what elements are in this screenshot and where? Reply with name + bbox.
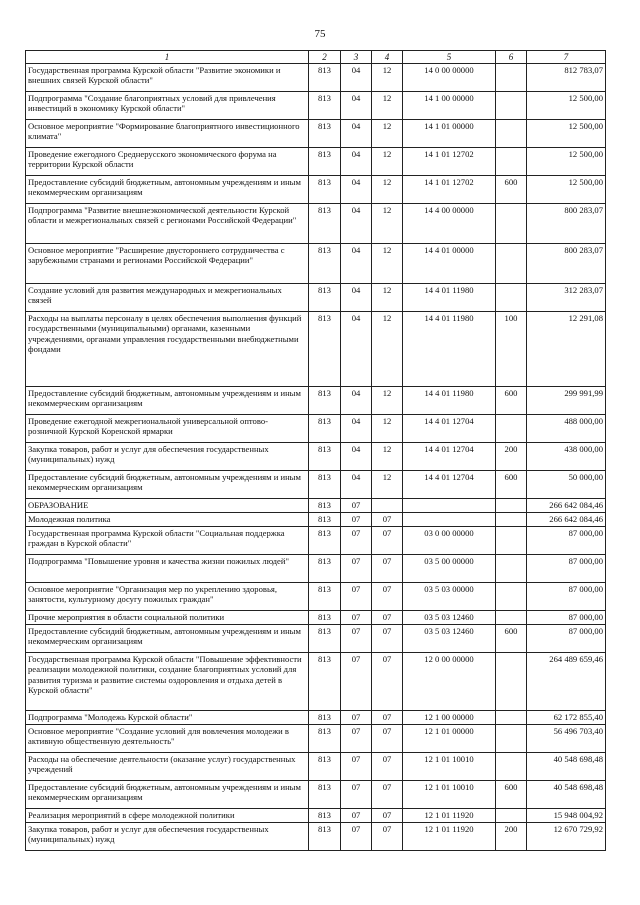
row-code-pr-cell: 07 xyxy=(372,725,403,753)
row-code-gr-cell: 813 xyxy=(309,823,341,851)
row-code-pr-cell: 07 xyxy=(372,513,403,527)
row-code-gr-cell: 813 xyxy=(309,555,341,583)
row-code-csr-cell: 12 1 01 11920 xyxy=(403,809,496,823)
table-row xyxy=(26,823,606,851)
row-code-vr-cell xyxy=(496,120,527,148)
table-row xyxy=(26,809,606,823)
row-code-gr-cell: 813 xyxy=(309,312,341,387)
table-row xyxy=(26,244,606,284)
row-amount-cell: 12 670 729,92 xyxy=(527,823,606,851)
row-code-vr-cell: 600 xyxy=(496,625,527,653)
row-code-vr-cell xyxy=(496,555,527,583)
row-code-vr-cell xyxy=(496,753,527,781)
row-code-vr-cell xyxy=(496,809,527,823)
row-code-vr-cell xyxy=(496,244,527,284)
table-row xyxy=(26,583,606,611)
header-row xyxy=(26,51,606,64)
row-code-csr-cell: 14 1 00 00000 xyxy=(403,92,496,120)
row-code-csr-cell: 14 4 01 11980 xyxy=(403,312,496,387)
header-cell: 4 xyxy=(372,51,403,64)
row-code-pr-cell: 12 xyxy=(372,443,403,471)
row-name-cell: Молодежная политика xyxy=(26,513,309,527)
row-name-cell: Предоставление субсидий бюджетным, автономным учреждениям и иным некоммерческим организациям xyxy=(26,781,309,809)
row-name-cell: Государственная программа Курской области "Развитие экономики и внешних связей Курской области" xyxy=(26,64,309,92)
table-row xyxy=(26,471,606,499)
row-code-rz-cell: 07 xyxy=(341,583,372,611)
row-code-rz-cell: 04 xyxy=(341,387,372,415)
row-amount-cell: 438 000,00 xyxy=(527,443,606,471)
row-code-gr-cell: 813 xyxy=(309,148,341,176)
row-code-pr-cell: 12 xyxy=(372,312,403,387)
table-body xyxy=(26,64,606,851)
row-name-cell: Подпрограмма "Развитие внешнеэкономической деятельности Курской области и межрегиональных связей с регионами Российской Федерации" xyxy=(26,204,309,244)
row-code-csr-cell: 14 1 01 12702 xyxy=(403,176,496,204)
page-number: 75 xyxy=(314,28,326,40)
row-amount-cell: 87 000,00 xyxy=(527,583,606,611)
row-code-vr-cell xyxy=(496,583,527,611)
table-row xyxy=(26,443,606,471)
row-code-rz-cell: 04 xyxy=(341,415,372,443)
table-row xyxy=(26,92,606,120)
table-row xyxy=(26,120,606,148)
row-code-gr-cell: 813 xyxy=(309,653,341,711)
table-row xyxy=(26,653,606,711)
row-code-pr-cell: 12 xyxy=(372,120,403,148)
row-code-pr-cell: 07 xyxy=(372,555,403,583)
row-code-rz-cell: 07 xyxy=(341,513,372,527)
header-cell: 1 xyxy=(26,51,309,64)
row-name-cell: Подпрограмма "Создание благоприятных условий для привлечения инвестиций в экономику Курской области" xyxy=(26,92,309,120)
row-code-gr-cell: 813 xyxy=(309,204,341,244)
row-code-csr-cell: 12 1 00 00000 xyxy=(403,711,496,725)
table-row xyxy=(26,312,606,387)
row-code-vr-cell xyxy=(496,148,527,176)
table-row xyxy=(26,204,606,244)
row-name-cell: Проведение ежегодного Среднерусского экономического форума на территории Курской области xyxy=(26,148,309,176)
row-name-cell: Государственная программа Курской области "Социальная поддержка граждан в Курской области" xyxy=(26,527,309,555)
row-code-rz-cell: 04 xyxy=(341,443,372,471)
row-name-cell: Предоставление субсидий бюджетным, автономным учреждениям и иным некоммерческим организациям xyxy=(26,176,309,204)
row-code-pr-cell: 12 xyxy=(372,92,403,120)
row-amount-cell: 800 283,07 xyxy=(527,244,606,284)
row-code-vr-cell xyxy=(496,513,527,527)
header-cell: 7 xyxy=(527,51,606,64)
row-code-csr-cell: 14 0 00 00000 xyxy=(403,64,496,92)
row-code-gr-cell: 813 xyxy=(309,387,341,415)
table-row xyxy=(26,148,606,176)
row-code-csr-cell: 03 0 00 00000 xyxy=(403,527,496,555)
row-code-pr-cell: 07 xyxy=(372,823,403,851)
row-name-cell: Расходы на выплаты персоналу в целях обеспечения выполнения функций государственными (муниципальными) органами, казенными учреждениями, органами управления государственными внебюджетными фондами xyxy=(26,312,309,387)
row-code-pr-cell: 12 xyxy=(372,284,403,312)
row-code-rz-cell: 04 xyxy=(341,244,372,284)
row-amount-cell: 312 283,07 xyxy=(527,284,606,312)
row-code-vr-cell: 100 xyxy=(496,312,527,387)
row-code-pr-cell: 07 xyxy=(372,653,403,711)
row-code-csr-cell: 14 4 01 12704 xyxy=(403,471,496,499)
row-code-vr-cell: 600 xyxy=(496,471,527,499)
row-name-cell: Основное мероприятие "Организация мер по укреплению здоровья, занятости, культурному досугу пожилых граждан" xyxy=(26,583,309,611)
row-code-pr-cell xyxy=(372,499,403,513)
table-row xyxy=(26,781,606,809)
row-amount-cell: 12 500,00 xyxy=(527,92,606,120)
row-code-gr-cell: 813 xyxy=(309,711,341,725)
row-code-csr-cell: 12 1 01 10010 xyxy=(403,781,496,809)
row-code-vr-cell: 200 xyxy=(496,823,527,851)
row-code-pr-cell: 07 xyxy=(372,583,403,611)
row-code-gr-cell: 813 xyxy=(309,176,341,204)
row-code-csr-cell: 03 5 03 12460 xyxy=(403,611,496,625)
table-row xyxy=(26,387,606,415)
row-code-gr-cell: 813 xyxy=(309,611,341,625)
row-code-rz-cell: 04 xyxy=(341,120,372,148)
row-name-cell: Прочие мероприятия в области социальной политики xyxy=(26,611,309,625)
row-code-pr-cell: 07 xyxy=(372,809,403,823)
row-code-pr-cell: 12 xyxy=(372,176,403,204)
budget-table xyxy=(25,50,606,851)
row-code-gr-cell: 813 xyxy=(309,809,341,823)
row-code-pr-cell: 07 xyxy=(372,625,403,653)
row-amount-cell: 56 496 703,40 xyxy=(527,725,606,753)
row-code-gr-cell: 813 xyxy=(309,513,341,527)
row-code-gr-cell: 813 xyxy=(309,527,341,555)
row-code-vr-cell xyxy=(496,711,527,725)
row-code-vr-cell xyxy=(496,204,527,244)
table-row xyxy=(26,513,606,527)
row-code-csr-cell: 12 1 01 00000 xyxy=(403,725,496,753)
row-code-pr-cell: 07 xyxy=(372,527,403,555)
row-code-vr-cell: 600 xyxy=(496,387,527,415)
row-amount-cell: 87 000,00 xyxy=(527,555,606,583)
row-amount-cell: 800 283,07 xyxy=(527,204,606,244)
row-code-csr-cell: 12 1 01 10010 xyxy=(403,753,496,781)
row-code-rz-cell: 04 xyxy=(341,92,372,120)
row-code-rz-cell: 07 xyxy=(341,711,372,725)
row-amount-cell: 40 548 698,48 xyxy=(527,753,606,781)
row-code-csr-cell: 14 4 00 00000 xyxy=(403,204,496,244)
row-code-vr-cell xyxy=(496,527,527,555)
row-code-csr-cell: 14 4 01 12704 xyxy=(403,443,496,471)
row-code-vr-cell xyxy=(496,284,527,312)
row-amount-cell: 87 000,00 xyxy=(527,625,606,653)
row-code-rz-cell: 04 xyxy=(341,64,372,92)
row-code-gr-cell: 813 xyxy=(309,499,341,513)
row-code-csr-cell: 03 5 03 00000 xyxy=(403,583,496,611)
row-code-pr-cell: 12 xyxy=(372,64,403,92)
row-code-rz-cell: 07 xyxy=(341,527,372,555)
row-code-gr-cell: 813 xyxy=(309,725,341,753)
row-code-csr-cell xyxy=(403,513,496,527)
row-amount-cell: 40 548 698,48 xyxy=(527,781,606,809)
row-code-rz-cell: 07 xyxy=(341,653,372,711)
row-code-pr-cell: 07 xyxy=(372,611,403,625)
row-name-cell: ОБРАЗОВАНИЕ xyxy=(26,499,309,513)
table-row xyxy=(26,527,606,555)
row-code-pr-cell: 12 xyxy=(372,148,403,176)
table-row xyxy=(26,415,606,443)
row-code-gr-cell: 813 xyxy=(309,625,341,653)
row-code-rz-cell: 04 xyxy=(341,176,372,204)
row-code-vr-cell xyxy=(496,92,527,120)
row-code-vr-cell: 200 xyxy=(496,443,527,471)
row-code-vr-cell xyxy=(496,725,527,753)
row-code-csr-cell: 03 5 00 00000 xyxy=(403,555,496,583)
row-code-rz-cell: 04 xyxy=(341,471,372,499)
row-code-rz-cell: 07 xyxy=(341,809,372,823)
table-row xyxy=(26,64,606,92)
table-row xyxy=(26,555,606,583)
row-code-pr-cell: 12 xyxy=(372,415,403,443)
row-code-gr-cell: 813 xyxy=(309,244,341,284)
row-code-csr-cell: 14 4 01 12704 xyxy=(403,415,496,443)
row-code-gr-cell: 813 xyxy=(309,120,341,148)
row-amount-cell: 266 642 084,46 xyxy=(527,499,606,513)
row-code-vr-cell xyxy=(496,653,527,711)
row-code-rz-cell: 07 xyxy=(341,725,372,753)
row-code-rz-cell: 04 xyxy=(341,204,372,244)
row-code-vr-cell: 600 xyxy=(496,781,527,809)
row-code-rz-cell: 07 xyxy=(341,753,372,781)
row-name-cell: Предоставление субсидий бюджетным, автономным учреждениям и иным некоммерческим организациям xyxy=(26,625,309,653)
row-amount-cell: 50 000,00 xyxy=(527,471,606,499)
row-name-cell: Основное мероприятие "Расширение двустороннего сотрудничества с зарубежными странами и регионами Российской Федерации" xyxy=(26,244,309,284)
row-code-gr-cell: 813 xyxy=(309,284,341,312)
table-row xyxy=(26,284,606,312)
row-amount-cell: 62 172 855,40 xyxy=(527,711,606,725)
table-row xyxy=(26,725,606,753)
row-name-cell: Предоставление субсидий бюджетным, автономным учреждениям и иным некоммерческим организациям xyxy=(26,471,309,499)
row-amount-cell: 87 000,00 xyxy=(527,611,606,625)
row-name-cell: Подпрограмма "Молодежь Курской области" xyxy=(26,711,309,725)
row-amount-cell: 12 291,08 xyxy=(527,312,606,387)
table-row xyxy=(26,753,606,781)
row-code-gr-cell: 813 xyxy=(309,64,341,92)
row-amount-cell: 12 500,00 xyxy=(527,176,606,204)
row-code-pr-cell: 12 xyxy=(372,204,403,244)
row-code-vr-cell xyxy=(496,611,527,625)
header-cell: 3 xyxy=(341,51,372,64)
row-code-csr-cell: 14 1 01 12702 xyxy=(403,148,496,176)
row-name-cell: Расходы на обеспечение деятельности (оказание услуг) государственных учреждений xyxy=(26,753,309,781)
row-code-gr-cell: 813 xyxy=(309,443,341,471)
row-code-rz-cell: 07 xyxy=(341,781,372,809)
table-row xyxy=(26,625,606,653)
row-code-pr-cell: 07 xyxy=(372,753,403,781)
row-code-csr-cell: 14 4 01 11980 xyxy=(403,387,496,415)
row-amount-cell: 299 991,99 xyxy=(527,387,606,415)
row-amount-cell: 488 000,00 xyxy=(527,415,606,443)
row-name-cell: Предоставление субсидий бюджетным, автономным учреждениям и иным некоммерческим организациям xyxy=(26,387,309,415)
table-row xyxy=(26,611,606,625)
row-code-csr-cell: 14 4 01 11980 xyxy=(403,284,496,312)
row-code-pr-cell: 12 xyxy=(372,471,403,499)
row-code-vr-cell xyxy=(496,499,527,513)
row-name-cell: Государственная программа Курской области "Повышение эффективности реализации молодежной политики, создание благоприятных условий для развития туризма и развитие системы оздоровления и отдыха детей в Курской области" xyxy=(26,653,309,711)
row-name-cell: Закупка товаров, работ и услуг для обеспечения государственных (муниципальных) нужд xyxy=(26,443,309,471)
header-cell: 6 xyxy=(496,51,527,64)
row-code-pr-cell: 07 xyxy=(372,781,403,809)
row-code-gr-cell: 813 xyxy=(309,583,341,611)
row-code-gr-cell: 813 xyxy=(309,781,341,809)
row-code-csr-cell: 03 5 03 12460 xyxy=(403,625,496,653)
row-code-csr-cell: 12 0 00 00000 xyxy=(403,653,496,711)
row-amount-cell: 12 500,00 xyxy=(527,120,606,148)
table-row xyxy=(26,176,606,204)
header-cell: 5 xyxy=(403,51,496,64)
row-name-cell: Закупка товаров, работ и услуг для обеспечения государственных (муниципальных) нужд xyxy=(26,823,309,851)
row-amount-cell: 264 489 659,46 xyxy=(527,653,606,711)
row-amount-cell: 87 000,00 xyxy=(527,527,606,555)
row-code-csr-cell: 14 4 01 00000 xyxy=(403,244,496,284)
header-cell: 2 xyxy=(309,51,341,64)
row-code-csr-cell xyxy=(403,499,496,513)
row-code-gr-cell: 813 xyxy=(309,753,341,781)
row-code-gr-cell: 813 xyxy=(309,415,341,443)
row-code-rz-cell: 07 xyxy=(341,499,372,513)
row-amount-cell: 266 642 084,46 xyxy=(527,513,606,527)
row-code-rz-cell: 04 xyxy=(341,148,372,176)
row-code-csr-cell: 12 1 01 11920 xyxy=(403,823,496,851)
row-name-cell: Подпрограмма "Повышение уровня и качества жизни пожилых людей" xyxy=(26,555,309,583)
row-code-csr-cell: 14 1 01 00000 xyxy=(403,120,496,148)
row-name-cell: Основное мероприятие "Создание условий для вовлечения молодежи в активную общественную деятельность" xyxy=(26,725,309,753)
row-code-pr-cell: 07 xyxy=(372,711,403,725)
row-code-rz-cell: 07 xyxy=(341,555,372,583)
row-name-cell: Реализация мероприятий в сфере молодежной политики xyxy=(26,809,309,823)
row-amount-cell: 12 500,00 xyxy=(527,148,606,176)
row-amount-cell: 15 948 004,92 xyxy=(527,809,606,823)
row-code-rz-cell: 07 xyxy=(341,611,372,625)
row-code-rz-cell: 07 xyxy=(341,823,372,851)
row-code-vr-cell xyxy=(496,64,527,92)
table-row xyxy=(26,711,606,725)
row-amount-cell: 812 783,07 xyxy=(527,64,606,92)
row-code-rz-cell: 04 xyxy=(341,284,372,312)
row-code-rz-cell: 04 xyxy=(341,312,372,387)
row-name-cell: Проведение ежегодной межрегиональной универсальной оптово-розничной Курской Коренской ярмарки xyxy=(26,415,309,443)
table-row xyxy=(26,499,606,513)
row-name-cell: Основное мероприятие "Формирование благоприятного инвестиционного климата" xyxy=(26,120,309,148)
row-code-vr-cell: 600 xyxy=(496,176,527,204)
row-code-vr-cell xyxy=(496,415,527,443)
row-code-pr-cell: 12 xyxy=(372,387,403,415)
row-code-rz-cell: 07 xyxy=(341,625,372,653)
row-code-gr-cell: 813 xyxy=(309,471,341,499)
row-code-pr-cell: 12 xyxy=(372,244,403,284)
row-name-cell: Создание условий для развития международных и межрегиональных связей xyxy=(26,284,309,312)
row-code-gr-cell: 813 xyxy=(309,92,341,120)
